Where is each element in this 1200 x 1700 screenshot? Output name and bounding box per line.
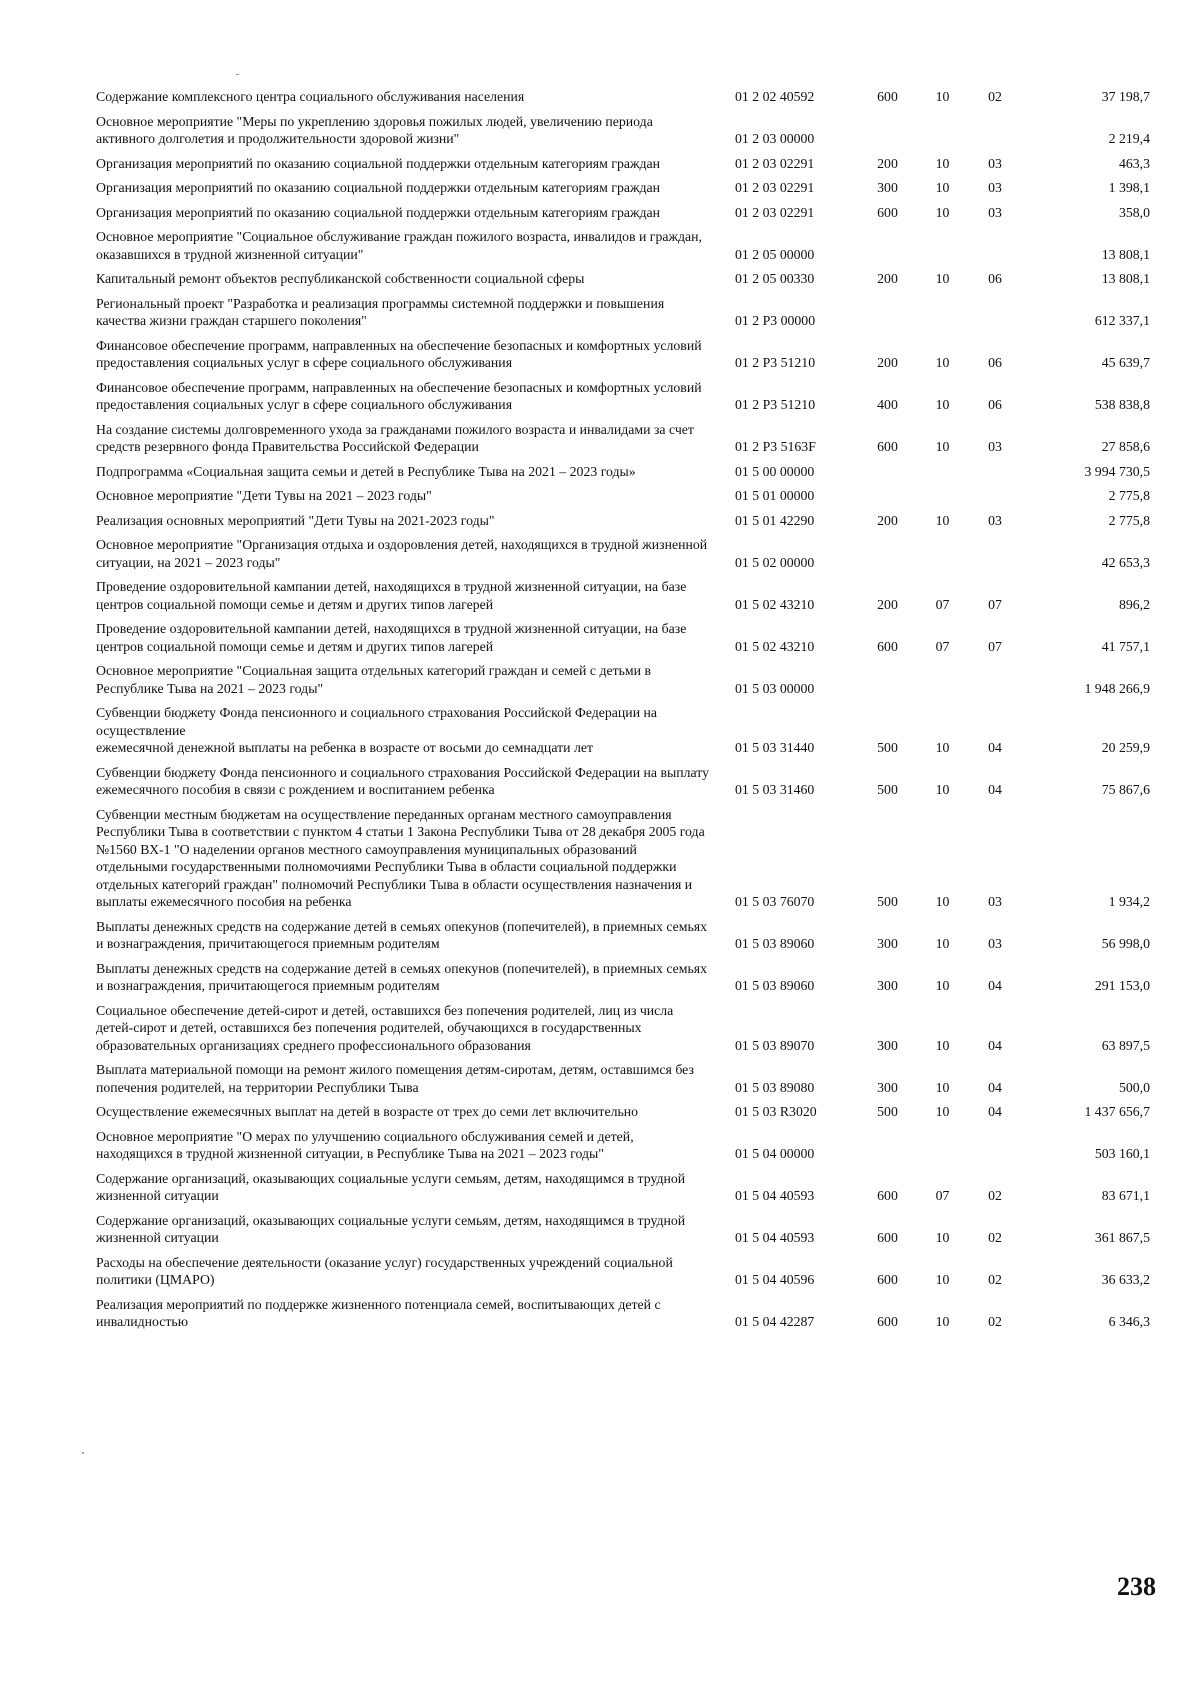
amount: 13 808,1 [1101,246,1150,262]
target-article-code: 01 5 02 00000 [735,554,815,570]
row-description: Основное мероприятие "О мерах по улучшению социального обслуживания семей и детей, находящихся в трудной жизненной ситуации, в Республике Тыва на 2021 – 2023 годы" [96,1128,634,1161]
budget-page [96,86,1150,1336]
amount: 56 998,0 [1101,936,1150,951]
row-description: Субвенции бюджету Фонда пенсионного и социального страхования Российской Федерации на выплату ежемесячного пособия в связи с рождением и воспитанием ребенка [96,764,710,797]
row-description: Основное мероприятие "Социальное обслуживание граждан пожилого возраста, инвалидов и граждан, оказавшихся в трудной жизненной ситуации" [96,229,702,262]
target-article-code: 01 5 04 40596 [735,1272,815,1287]
table-row [96,293,1150,335]
subsection-code: 06 [988,355,1002,370]
table-row [96,762,1150,804]
target-article-code: 01 5 04 00000 [735,1146,815,1161]
target-article-code: 01 2 P3 51210 [735,397,816,412]
expense-type-code: 600 [877,1314,898,1329]
section-code: 10 [935,1314,950,1329]
subsection-code: 06 [988,271,1002,286]
row-description: Расходы на обеспечение деятельности (оказание услуг) государственных учреждений социальной политики (ЦМАРО) [96,1254,673,1287]
table-row [96,618,1150,660]
expense-type-code: 200 [877,512,898,528]
table-row [96,916,1150,958]
target-article-code: 01 5 03 31460 [735,782,815,797]
table-row [96,485,1150,510]
section-code: 10 [935,978,950,993]
subsection-code [970,226,1020,268]
target-article-code: 01 2 05 00000 [735,246,815,262]
target-article-code: 01 5 03 89070 [735,1037,815,1053]
section-code: 10 [935,1079,950,1095]
section-code: 10 [935,89,950,104]
section-code [915,461,970,486]
target-article-code: 01 5 04 42287 [735,1314,815,1329]
expense-type-code: 300 [877,1079,898,1095]
subsection-code [970,485,1020,510]
target-article-code: 01 5 02 43210 [735,596,815,612]
amount: 538 838,8 [1094,397,1150,412]
target-article-code: 01 5 01 42290 [735,512,815,528]
expense-type-code: 300 [877,1037,898,1053]
row-description: Организация мероприятий по оказанию социальной поддержки отдельным категориям граждан [96,204,661,220]
expense-type-code [860,111,915,153]
amount: 361 867,5 [1094,1230,1150,1245]
table-row [96,177,1150,202]
target-article-code: 01 2 03 00000 [735,131,815,146]
subsection-code: 04 [988,1037,1002,1053]
target-article-code: 01 2 P3 5163F [735,439,816,454]
expense-type-code: 200 [877,155,898,171]
section-code: 10 [935,180,950,195]
amount: 27 858,6 [1101,439,1150,454]
amount: 20 259,9 [1101,740,1150,755]
row-description: Капитальный ремонт объектов республиканской собственности социальной сферы [96,271,585,286]
expense-type-code: 500 [877,1104,898,1119]
amount: 63 897,5 [1101,1037,1150,1053]
expense-type-code: 300 [877,936,898,951]
row-description: Проведение оздоровительной кампании детей, находящихся в трудной жизненной ситуации, на базе центров социальной помощи семье и детям и других типов лагерей [96,621,687,654]
section-code: 10 [935,439,950,454]
target-article-code: 01 5 04 40593 [735,1188,815,1203]
table-row [96,576,1150,618]
target-article-code: 01 5 03 R3020 [735,1104,817,1119]
section-code [915,534,970,576]
target-article-code: 01 2 02 40592 [735,89,815,104]
section-code [915,660,970,702]
section-code: 10 [935,782,950,797]
subsection-code: 03 [988,155,1002,171]
expense-type-code: 600 [877,439,898,454]
table-row [96,268,1150,293]
row-description: Выплата материальной помощи на ремонт жилого помещения детям-сиротам, детям, оставшимся без попечения родителей, на территории Республики Тыва [96,1062,694,1095]
subsection-code: 02 [988,1314,1002,1329]
table-row [96,377,1150,419]
expense-type-code: 200 [877,596,898,612]
budget-table [96,86,1150,1336]
table-row [96,958,1150,1000]
section-code: 10 [935,397,950,412]
amount: 41 757,1 [1101,638,1150,654]
amount: 1 934,2 [1108,894,1150,909]
table-row [96,1210,1150,1252]
table-row [96,534,1150,576]
row-description: Содержание организаций, оказывающих социальные услуги семьям, детям, находящимся в трудной жизненной ситуации [96,1212,686,1245]
table-row [96,1059,1150,1101]
target-article-code: 01 5 03 31440 [735,740,815,755]
subsection-code [970,534,1020,576]
section-code: 10 [935,1104,950,1119]
table-row [96,1252,1150,1294]
amount: 291 153,0 [1094,978,1150,993]
amount: 3 994 730,5 [1084,463,1150,479]
table-row [96,510,1150,535]
scan-speck [236,74,239,75]
section-code: 10 [935,894,950,909]
amount: 42 653,3 [1101,554,1150,570]
section-code [915,1126,970,1168]
row-description: Финансовое обеспечение программ, направленных на обеспечение безопасных и комфортных условий предоставления социальных услуг в сфере социального обслуживания [96,379,702,412]
amount: 1 398,1 [1108,180,1150,195]
subsection-code: 02 [988,1272,1002,1287]
scan-speck [82,1452,84,1454]
expense-type-code: 600 [877,1272,898,1287]
target-article-code: 01 5 01 00000 [735,488,815,503]
subsection-code [970,461,1020,486]
row-description: Реализация мероприятий по поддержке жизненного потенциала семей, воспитывающих детей с инвалидностью [96,1296,661,1329]
subsection-code: 02 [988,1188,1002,1203]
subsection-code: 06 [988,397,1002,412]
section-code [915,293,970,335]
amount: 45 639,7 [1101,355,1150,370]
table-row [96,335,1150,377]
subsection-code [970,1126,1020,1168]
expense-type-code [860,660,915,702]
target-article-code: 01 2 P3 51210 [735,355,816,370]
section-code: 10 [935,355,950,370]
subsection-code: 04 [988,1104,1002,1119]
section-code: 07 [935,1188,950,1203]
subsection-code: 03 [988,512,1002,528]
section-code [915,111,970,153]
row-description: Финансовое обеспечение программ, направленных на обеспечение безопасных и комфортных условий предоставления социальных услуг в сфере социального обслуживания [96,337,702,370]
target-article-code: 01 2 P3 00000 [735,313,816,328]
subsection-code: 07 [988,638,1002,654]
target-article-code: 01 2 03 02291 [735,180,815,195]
expense-type-code: 600 [877,89,898,104]
section-code: 10 [935,936,950,951]
amount: 37 198,7 [1101,89,1150,104]
subsection-code [970,293,1020,335]
subsection-code: 03 [988,180,1002,195]
target-article-code: 01 5 03 89060 [735,936,815,951]
row-description: Осуществление ежемесячных выплат на детей в возрасте от трех до семи лет включительно [96,1104,639,1119]
table-row [96,153,1150,178]
target-article-code: 01 2 03 02291 [735,204,815,220]
amount: 612 337,1 [1094,313,1150,328]
amount: 358,0 [1118,204,1150,220]
row-description: Подпрограмма «Социальная защита семьи и детей в Республике Тыва на 2021 – 2023 годы» [96,463,636,479]
expense-type-code [860,534,915,576]
section-code: 10 [935,1037,950,1053]
row-description: Основное мероприятие "Дети Тувы на 2021 – 2023 годы" [96,488,432,503]
target-article-code: 01 5 03 76070 [735,894,815,909]
amount: 6 346,3 [1108,1314,1150,1329]
section-code: 10 [935,271,950,286]
section-code: 07 [935,638,950,654]
table-row [96,804,1150,916]
row-description: Основное мероприятие "Социальная защита отдельных категорий граждан и семей с детьми в Республике Тыва на 2021 – 2023 годы" [96,663,652,696]
amount: 896,2 [1118,596,1150,612]
row-description: Социальное обеспечение детей-сирот и детей, оставшихся без попечения родителей, лиц из числа детей-сирот и детей, оставшихся без попечения родителей, обучающихся в государственных образовательных организациях среднего профессионального образования [96,1002,674,1053]
table-row [96,86,1150,111]
expense-type-code: 500 [877,782,898,797]
section-code [915,226,970,268]
target-article-code: 01 5 03 89080 [735,1079,815,1095]
subsection-code: 04 [988,740,1002,755]
row-description: Организация мероприятий по оказанию социальной поддержки отдельным категориям граждан [96,180,661,195]
subsection-code: 03 [988,894,1002,909]
expense-type-code [860,226,915,268]
table-row [96,1000,1150,1060]
expense-type-code: 600 [877,204,898,220]
target-article-code: 01 2 05 00330 [735,271,815,286]
expense-type-code: 500 [877,740,898,755]
amount: 2 775,8 [1108,512,1150,528]
table-row [96,226,1150,268]
expense-type-code: 400 [877,397,898,412]
table-row [96,1294,1150,1336]
expense-type-code [860,1126,915,1168]
subsection-code [970,660,1020,702]
row-description: Проведение оздоровительной кампании детей, находящихся в трудной жизненной ситуации, на базе центров социальной помощи семье и детям и других типов лагерей [96,579,687,612]
section-code: 10 [935,740,950,755]
amount: 13 808,1 [1101,271,1150,286]
target-article-code: 01 2 03 02291 [735,155,815,171]
subsection-code: 04 [988,782,1002,797]
amount: 1 437 656,7 [1084,1104,1150,1119]
page-number: 238 [1117,1572,1156,1601]
amount: 1 948 266,9 [1084,680,1150,696]
expense-type-code: 600 [877,1188,898,1203]
row-description: Реализация основных мероприятий "Дети Тувы на 2021-2023 годы" [96,512,495,528]
table-row [96,702,1150,762]
row-description: Организация мероприятий по оказанию социальной поддержки отдельным категориям граждан [96,155,661,171]
row-description: Основное мероприятие "Меры по укреплению здоровья пожилых людей, увеличению периода активного долголетия и продолжительности здоровой жизни" [96,113,653,146]
amount: 36 633,2 [1101,1272,1150,1287]
section-code: 10 [935,155,950,171]
section-code: 10 [935,1230,950,1245]
table-row [96,1101,1150,1126]
table-row [96,111,1150,153]
amount: 503 160,1 [1094,1146,1150,1161]
expense-type-code: 300 [877,978,898,993]
table-row [96,660,1150,702]
table-row [96,1126,1150,1168]
row-description: На создание системы долговременного ухода за гражданами пожилого возраста и инвалидами за счет средств резервного фонда Правительства Российской Федерации [96,421,694,454]
amount: 83 671,1 [1101,1188,1150,1203]
row-description: Содержание организаций, оказывающих социальные услуги семьям, детям, находящимся в трудной жизненной ситуации [96,1170,686,1203]
section-code: 10 [935,512,950,528]
table-row [96,1168,1150,1210]
row-description: Выплаты денежных средств на содержание детей в семьях опекунов (попечителей), в приемных семьях и вознаграждения, причитающегося приемным родителям [96,960,708,993]
expense-type-code: 300 [877,180,898,195]
amount: 2 775,8 [1108,488,1150,503]
expense-type-code [860,293,915,335]
row-description: Основное мероприятие "Организация отдыха и оздоровления детей, находящихся в трудной жизненной ситуации, на 2021 – 2023 годы" [96,537,708,570]
expense-type-code: 600 [877,638,898,654]
target-article-code: 01 5 02 43210 [735,638,815,654]
row-description: Субвенции местным бюджетам на осуществление переданных органам местного самоуправления Республики Тыва в соответствии с пунктом 4 статьи 1 Закона Республики Тыва от 28 декабря 2005 года №1560 ВХ-1 "О наделении органов местного самоуправления муниципальных образований отдельными государственными полномочиями Республики Тыва в области социальной поддержки отдельных категорий граждан" полномочий Республики Тыва в области осуществления назначения и выплаты ежемесячного пособия на ребенка [96,806,705,909]
table-row [96,461,1150,486]
target-article-code: 01 5 03 89060 [735,978,815,993]
expense-type-code [860,485,915,510]
subsection-code: 03 [988,936,1002,951]
subsection-code [970,111,1020,153]
section-code: 10 [935,1272,950,1287]
amount: 463,3 [1118,155,1150,171]
target-article-code: 01 5 04 40593 [735,1230,815,1245]
subsection-code: 02 [988,1230,1002,1245]
subsection-code: 04 [988,1079,1002,1095]
subsection-code: 03 [988,204,1002,220]
target-article-code: 01 5 00 00000 [735,463,815,479]
expense-type-code [860,461,915,486]
row-description: Субвенции бюджету Фонда пенсионного и социального страхования Российской Федерации на осуществление ежемесячной денежной выплаты на ребенка в возрасте от восьми до семнадцати лет [96,705,658,755]
subsection-code: 03 [988,439,1002,454]
table-row [96,202,1150,227]
row-description: Содержание комплексного центра социального обслуживания населения [96,89,525,104]
subsection-code: 02 [988,89,1002,104]
amount: 75 867,6 [1101,782,1150,797]
expense-type-code: 500 [877,894,898,909]
row-description: Региональный проект "Разработка и реализация программы системной поддержки и повышения качества жизни граждан старшего поколения" [96,295,665,328]
expense-type-code: 200 [877,355,898,370]
amount: 500,0 [1118,1079,1150,1095]
section-code [915,485,970,510]
section-code: 10 [935,204,950,220]
expense-type-code: 600 [877,1230,898,1245]
amount: 2 219,4 [1108,131,1150,146]
table-row [96,419,1150,461]
section-code: 07 [935,596,950,612]
row-description: Выплаты денежных средств на содержание детей в семьях опекунов (попечителей), в приемных семьях и вознаграждения, причитающегося приемным родителям [96,918,708,951]
expense-type-code: 200 [877,271,898,286]
subsection-code: 04 [988,978,1002,993]
budget-table-body [96,86,1150,1336]
target-article-code: 01 5 03 00000 [735,680,815,696]
subsection-code: 07 [988,596,1002,612]
